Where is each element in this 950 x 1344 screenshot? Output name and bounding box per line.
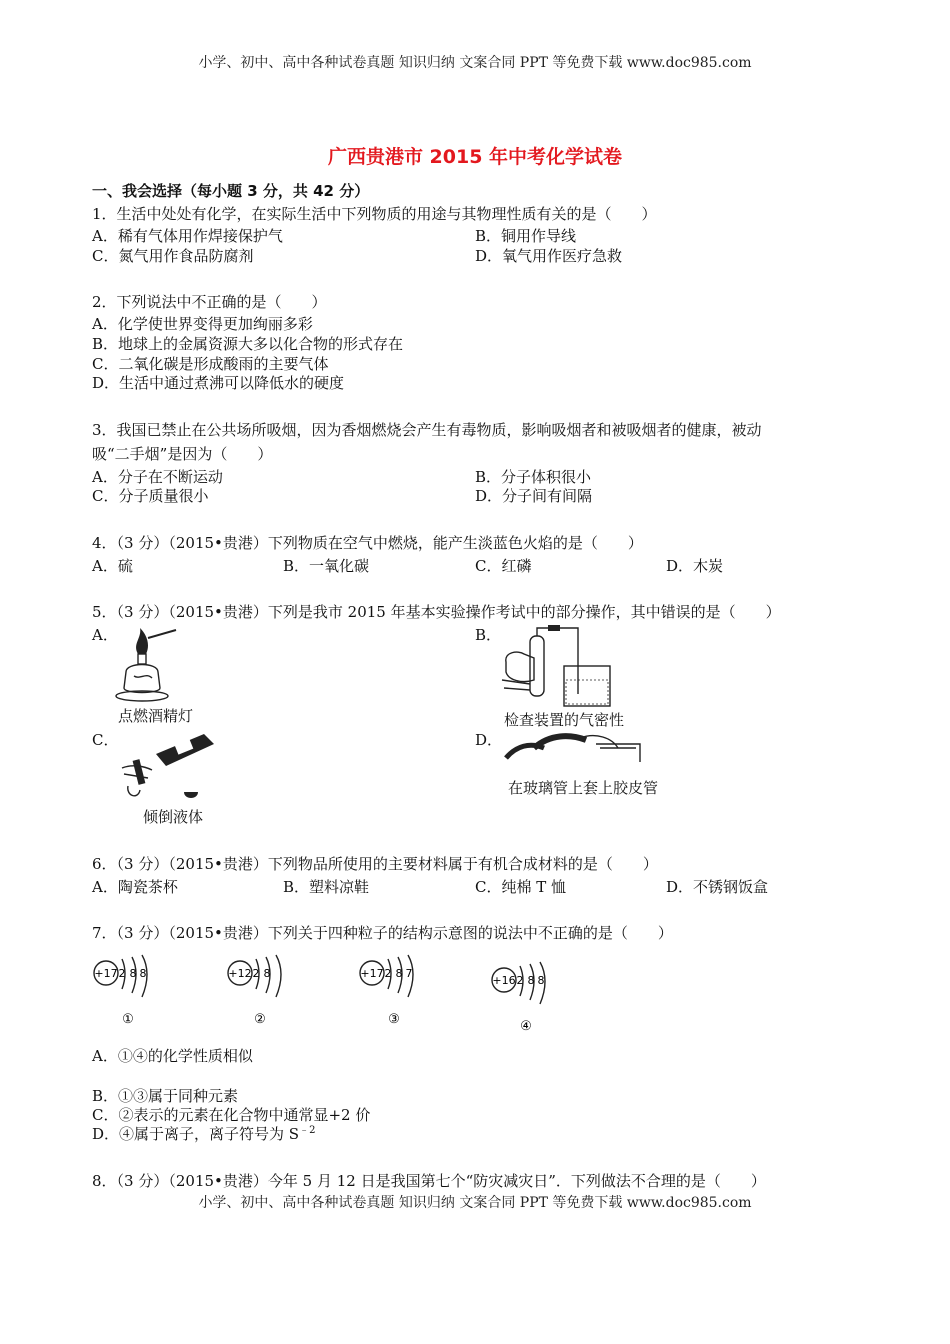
q5-option-d-label: D． (475, 731, 503, 749)
nucleus-charge-4: +16 (492, 974, 516, 987)
q7-option-c: C．②表示的元素在化合物中通常显+2 价 (92, 1106, 371, 1124)
shell-electrons-2b: 8 (263, 967, 271, 980)
delivery-tube (566, 628, 578, 694)
nucleus-charge-3: +17 (360, 967, 384, 980)
q6-option-b: B．塑料凉鞋 (283, 878, 370, 896)
particle-label-4: ④ (520, 1019, 532, 1034)
question-8-stem: 8．（3 分）（2015•贵港）今年 5 月 12 日是我国第七个“防灾减灾日”．下列做法不合理的是（ ） (92, 1172, 766, 1190)
page-header: 小学、初中、高中各种试卷真题 知识归纳 文案合同 PPT 等免费下载 www.doc985.com (198, 55, 752, 71)
q5-option-a-caption: 点燃酒精灯 (118, 707, 194, 725)
q3-option-d: D．分子间有间隔 (475, 487, 593, 505)
q5-option-b-caption: 检查装置的气密性 (504, 711, 625, 729)
airtightness-check-figure (500, 622, 620, 712)
lamp-body (124, 665, 160, 693)
q1-option-a: A．稀有气体用作焊接保护气 (92, 227, 283, 245)
q4-option-c: C．红磷 (475, 557, 532, 575)
nucleus-charge-1: +17 (94, 967, 118, 980)
particle-diagram-2 (226, 955, 306, 1035)
question-4-stem: 4．（3 分）（2015•贵港）下列物质在空气中燃烧，能产生淡蓝色火焰的是（ ） (92, 534, 643, 552)
q4-option-d: D．木炭 (666, 557, 724, 575)
q1-option-c: C．氮气用作食品防腐剂 (92, 247, 254, 265)
particle-diagram-4 (490, 962, 570, 1042)
page-footer: 小学、初中、高中各种试卷真题 知识归纳 文案合同 PPT 等免费下载 www.doc985.com (198, 1195, 752, 1211)
particle-label-3: ③ (388, 1012, 400, 1027)
q7-option-a: A．①④的化学性质相似 (92, 1047, 253, 1065)
q7-option-b: B．①③属于同种元素 (92, 1087, 239, 1105)
shell-electrons-4b: 8 (527, 974, 535, 987)
page-title: 广西贵港市 2015 年中考化学试卷 (327, 146, 623, 168)
q1-option-d: D．氧气用作医疗急救 (475, 247, 623, 265)
q2-option-b: B．地球上的金属资源大多以化合物的形式存在 (92, 335, 404, 353)
q7-option-d-charge: ﹣2 (299, 1125, 316, 1136)
q2-option-c: C．二氧化碳是形成酸雨的主要气体 (92, 355, 329, 373)
test-tube (530, 636, 544, 696)
q5-option-c-label: C． (92, 731, 119, 749)
question-3-stem-line2: 吸“二手烟”是因为（ ） (92, 445, 273, 463)
q5-option-d-caption: 在玻璃管上套上胶皮管 (508, 779, 659, 797)
question-5-stem: 5．（3 分）（2015•贵港）下列是我市 2015 年基本实验操作考试中的部分操作，其中错误的是（ ） (92, 603, 781, 621)
shell-electrons-1b: 8 (129, 967, 137, 980)
particle-label-1: ① (122, 1012, 134, 1027)
rubber-connector (548, 625, 560, 631)
match-stick (148, 630, 176, 638)
bottle-stopper (184, 792, 198, 798)
test-tube-tilted (136, 760, 142, 784)
q7-option-d-text: D．④属于离子，离子符号为 S (92, 1125, 300, 1143)
particle-label-2: ② (254, 1012, 266, 1027)
flame-shape (136, 628, 148, 654)
q3-option-a: A．分子在不断运动 (92, 468, 223, 486)
q4-option-a: A．硫 (92, 557, 133, 575)
shell-electrons-1c: 8 (139, 967, 147, 980)
q2-option-a: A．化学使世界变得更加绚丽多彩 (92, 315, 313, 333)
section-heading: 一、我会选择（每小题 3 分，共 42 分） (92, 182, 370, 200)
q4-option-b: B．一氧化碳 (283, 557, 370, 575)
alcohol-lamp-figure (112, 624, 192, 704)
q6-option-d: D．不锈钢饭盒 (666, 878, 769, 896)
lamp-liquid (134, 676, 152, 678)
beaker-water (566, 680, 608, 704)
question-3-stem-line1: 3．我国已禁止在公共场所吸烟，因为香烟燃烧会产生有毒物质，影响吸烟者和被吸烟者的健康，被动 (92, 421, 762, 439)
q5-option-a-label: A． (92, 626, 118, 644)
rubber-tube-figure (500, 728, 650, 772)
test-tube-bottom (128, 786, 140, 796)
q5-option-b-label: B． (475, 626, 502, 644)
shell-electrons-3a: 2 (384, 967, 392, 980)
q7-option-d (92, 1123, 315, 1144)
q3-option-b: B．分子体积很小 (475, 468, 592, 486)
shell-electrons-3b: 8 (395, 967, 403, 980)
q5-option-c-caption: 倾倒液体 (143, 808, 204, 826)
q6-option-a: A．陶瓷茶杯 (92, 878, 178, 896)
question-6-stem: 6．（3 分）（2015•贵港）下列物品所使用的主要材料属于有机合成材料的是（ ） (92, 855, 658, 873)
q6-option-c: C．纯棉 T 恤 (475, 878, 567, 896)
beaker (564, 666, 610, 706)
q1-option-b: B．铜用作导线 (475, 227, 577, 245)
shell-electrons-1a: 2 (118, 967, 126, 980)
pouring-liquid-figure (118, 728, 218, 808)
q3-option-c: C．分子质量很小 (92, 487, 209, 505)
q2-option-d: D．生活中通过煮沸可以降低水的硬度 (92, 374, 345, 392)
question-2-stem: 2．下列说法中不正确的是（ ） (92, 293, 327, 311)
question-7-stem: 7．（3 分）（2015•贵港）下列关于四种粒子的结构示意图的说法中不正确的是（ ） (92, 924, 673, 942)
nucleus-charge-2: +12 (228, 967, 252, 980)
shell-electrons-3c: 7 (405, 967, 413, 980)
particle-diagram-3 (358, 955, 438, 1035)
shell-electrons-4c: 8 (537, 974, 545, 987)
lamp-wick-cap (138, 654, 146, 664)
shell-electrons-4a: 2 (516, 974, 524, 987)
shell-electrons-2a: 2 (252, 967, 260, 980)
question-1-stem: 1．生活中处处有化学，在实际生活中下列物质的用途与其物理性质有关的是（ ） (92, 205, 657, 223)
particle-diagram-1 (92, 955, 172, 1035)
shell-arc-2c (276, 955, 281, 997)
